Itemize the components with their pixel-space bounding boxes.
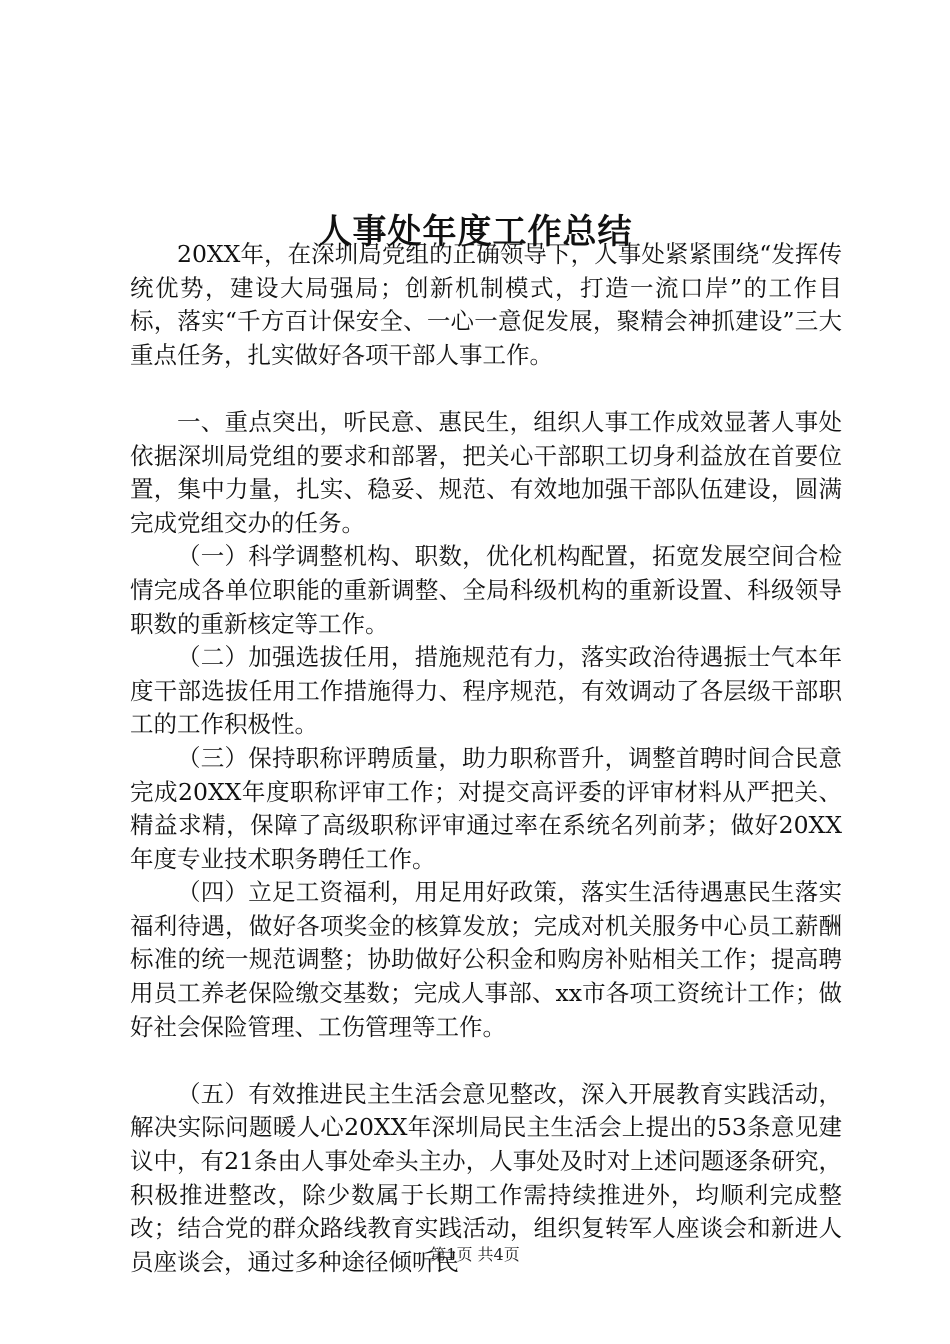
document-body [130,238,842,1279]
item-five-paragraph: （五）有效推进民主生活会意见整改，深入开展教育实践活动，解决实际问题暖人心20XX年深圳局民主生活会上提出的53条意见建议中，有21条由人事处牵头主办，人事处及时对上述问题逐条研究，积极推进整改，除少数属于长期工作需持续推进外，均顺利完成整改；结合党的群众路线教育实践活动，组织复转军人座谈会和新进人员座谈会，通过多种途径倾听民 [130,1079,842,1276]
document-title: 人事处年度工作总结 [317,211,633,252]
page-number-footer: 第1页 共4页 [430,1245,520,1264]
section-one-paragraph: 一、重点突出，听民意、惠民生，组织人事工作成效显著人事处依据深圳局党组的要求和部署，把关心干部职工切身利益放在首要位置，集中力量，扎实、稳妥、规范、有效地加强干部队伍建设，圆满完成党组交办的任务。 [130,407,842,537]
item-one-paragraph: （一）科学调整机构、职数，优化机构配置，拓宽发展空间合检情完成各单位职能的重新调整、全局科级机构的重新设置、科级领导职数的重新核定等工作。 [130,542,842,638]
item-two-paragraph: （二）加强选拔任用，措施规范有力，落实政治待遇振士气本年度干部选拔任用工作措施得力、程序规范，有效调动了各层级干部职工的工作积极性。 [130,643,842,739]
intro-paragraph: 20XX年，在深圳局党组的正确领导下，人事处紧紧围绕“发挥传统优势，建设大局强局；创新机制模式，打造一流口岸”的工作目标，落实“千方百计保安全、一心一意促发展，聚精会神抓建设”三大重点任务，扎实做好各项干部人事工作。 [130,240,842,369]
item-three-paragraph: （三）保持职称评聘质量，助力职称晋升，调整首聘时间合民意完成20XX年度职称评审工作；对提交高评委的评审材料从严把关、精益求精，保障了高级职称评审通过率在系统名列前茅；做好20XX年度专业技术职务聘任工作。 [130,743,842,873]
item-four-paragraph: （四）立足工资福利，用足用好政策，落实生活待遇惠民生落实福利待遇，做好各项奖金的核算发放；完成对机关服务中心员工薪酬标准的统一规范调整；协助做好公积金和购房补贴相关工作；提高聘用员工养老保险缴交基数；完成人事部、xx市各项工资统计工作；做好社会保险管理、工伤管理等工作。 [130,878,842,1041]
